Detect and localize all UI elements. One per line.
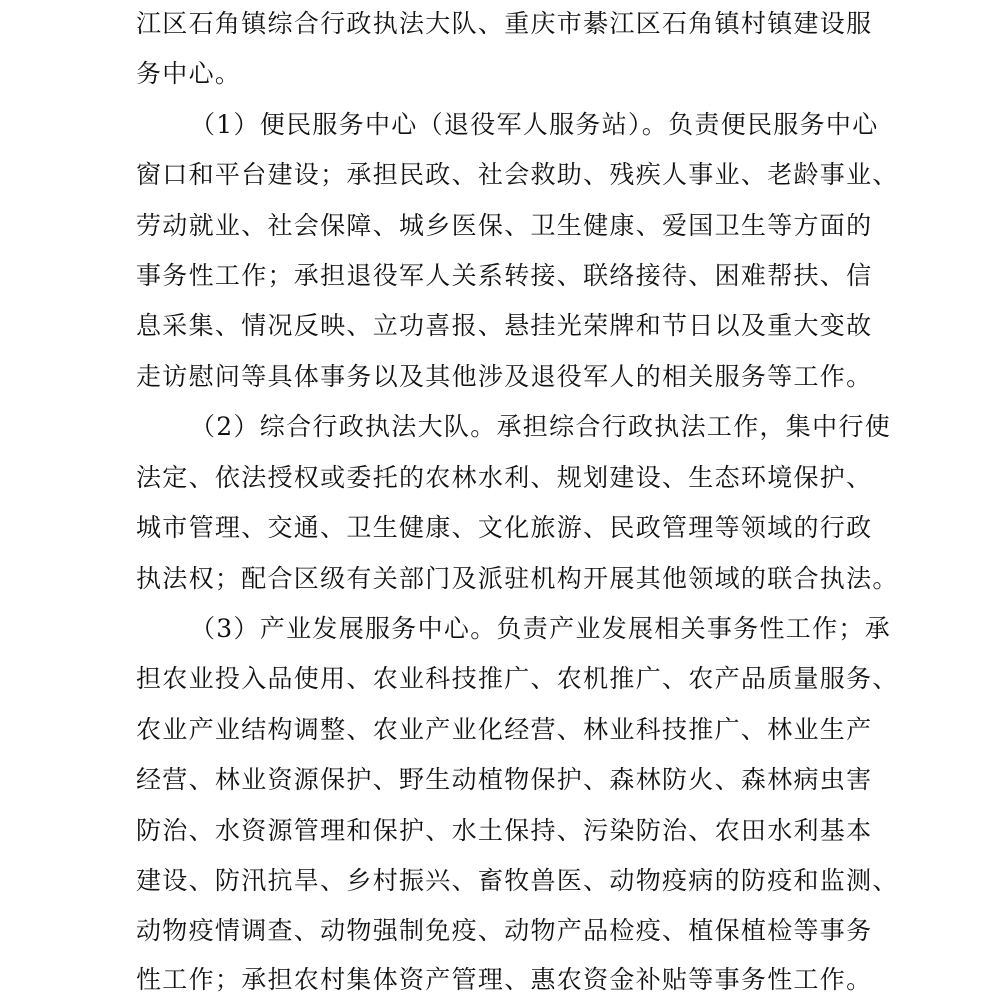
text-line: 窗口和平台建设；承担民政、社会救助、残疾人事业、老龄事业、 [136, 160, 899, 189]
text-line: 建设、防汛抗旱、乡村振兴、畜牧兽医、动物疫病的防疫和监测、 [136, 866, 899, 895]
paragraph-1-start: （1）便民服务中心（退役军人服务站）。负责便民服务中心 [190, 110, 879, 139]
text-line: 担农业投入品使用、农业科技推广、农机推广、农产品质量服务、 [136, 664, 899, 693]
text-line: 江区石角镇综合行政执法大队、重庆市綦江区石角镇村镇建设服 [136, 9, 873, 38]
text-line: 劳动就业、社会保障、城乡医保、卫生健康、爱国卫生等方面的 [136, 211, 873, 240]
text-line: 性工作；承担农村集体资产管理、惠农资金补贴等事务性工作。 [136, 965, 873, 994]
text-line: 执法权；配合区级有关部门及派驻机构开展其他领域的联合执法。 [136, 564, 899, 593]
text-line: 城市管理、交通、卫生健康、文化旅游、民政管理等领域的行政 [136, 513, 873, 542]
text-line: 经营、林业资源保护、野生动植物保护、森林防火、森林病虫害 [136, 765, 873, 794]
text-line: 农业产业结构调整、农业产业化经营、林业科技推广、林业生产 [136, 715, 873, 744]
text-line: 息采集、情况反映、立功喜报、悬挂光荣牌和节日以及重大变故 [136, 311, 873, 340]
text-line: 务中心。 [136, 59, 242, 88]
text-line: 法定、依法授权或委托的农林水利、规划建设、生态环境保护、 [136, 463, 873, 492]
text-line: 动物疫情调查、动物强制免疫、动物产品检疫、植保植检等事务 [136, 916, 873, 945]
text-line: 防治、水资源管理和保护、水土保持、污染防治、农田水利基本 [136, 816, 873, 845]
text-line: 走访慰问等具体事务以及其他涉及退役军人的相关服务等工作。 [136, 362, 873, 391]
paragraph-3-start: （3）产业发展服务中心。负责产业发展相关事务性工作；承 [190, 614, 892, 643]
text-line: 事务性工作；承担退役军人关系转接、联络接待、困难帮扶、信 [136, 261, 873, 290]
paragraph-2-start: （2）综合行政执法大队。承担综合行政执法工作，集中行使 [190, 412, 892, 441]
